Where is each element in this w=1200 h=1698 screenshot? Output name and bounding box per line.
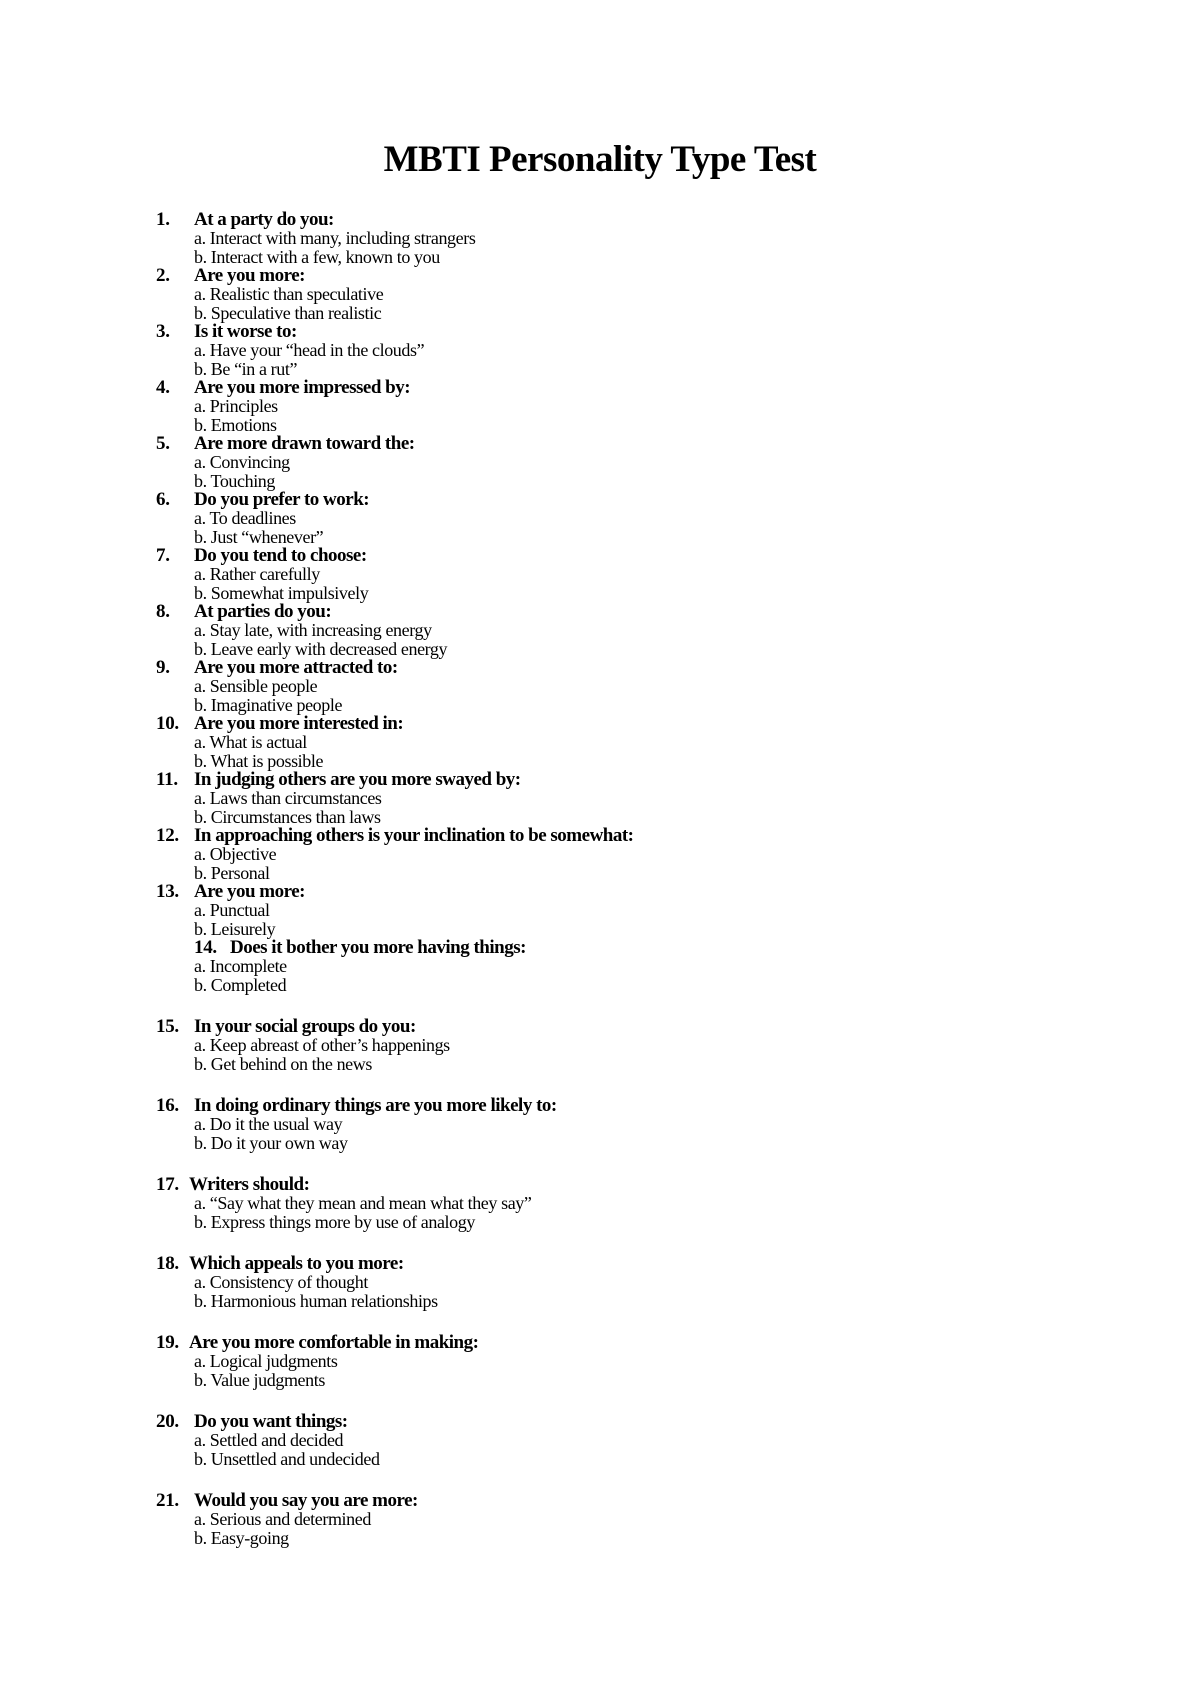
question-number: 9. — [156, 657, 170, 678]
option-a: a. Keep abreast of other’s happenings — [194, 1035, 450, 1055]
question-number: 17. — [156, 1174, 179, 1195]
question-text: Writers should: — [189, 1174, 310, 1195]
question-13 — [0, 882, 1200, 938]
option-a: a. Logical judgments — [194, 1351, 338, 1371]
question-text: Are you more comfortable in making: — [189, 1332, 479, 1353]
question-17 — [0, 1175, 1200, 1231]
option-b: b. Circumstances than laws — [194, 806, 381, 827]
option-a: a. Principles — [194, 396, 278, 416]
option-a: a. Serious and determined — [194, 1509, 371, 1529]
option-b: b. Personal — [194, 862, 270, 883]
question-text: Do you prefer to work: — [194, 489, 370, 510]
option-a: a. Do it the usual way — [194, 1114, 343, 1134]
question-text: In your social groups do you: — [194, 1016, 416, 1037]
option-b: b. Emotions — [194, 414, 277, 435]
option-b: b. Easy-going — [194, 1527, 289, 1548]
option-b: b. Leisurely — [194, 918, 276, 939]
question-number: 4. — [156, 377, 170, 398]
question-text: Is it worse to: — [194, 321, 297, 342]
option-a: a. Convincing — [194, 452, 290, 472]
question-text: At a party do you: — [194, 209, 334, 230]
option-a: a. “Say what they mean and mean what they say” — [194, 1193, 532, 1213]
question-21 — [0, 1491, 1200, 1547]
option-b: b. Harmonious human relationships — [194, 1290, 438, 1311]
option-b: b. Completed — [194, 974, 287, 995]
option-a: a. Settled and decided — [194, 1430, 344, 1450]
option-b: b. Do it your own way — [194, 1132, 348, 1153]
question-text: Does it bother you more having things: — [230, 937, 526, 958]
question-10 — [0, 714, 1200, 770]
option-b: b. What is possible — [194, 750, 324, 771]
question-11 — [0, 770, 1200, 826]
question-number: 18. — [156, 1253, 179, 1274]
question-text: Would you say you are more: — [194, 1490, 418, 1511]
option-a: a. Incomplete — [194, 956, 287, 976]
option-b: b. Touching — [194, 470, 276, 491]
question-7 — [0, 546, 1200, 602]
question-number: 6. — [156, 489, 170, 510]
option-b: b. Leave early with decreased energy — [194, 638, 448, 659]
option-b: b. Just “whenever” — [194, 526, 324, 547]
question-text: In doing ordinary things are you more likely to: — [194, 1095, 557, 1116]
option-a: a. Interact with many, including strangers — [194, 228, 476, 248]
question-number: 20. — [156, 1411, 179, 1432]
option-b: b. Express things more by use of analogy — [194, 1211, 475, 1232]
question-text: Which appeals to you more: — [189, 1253, 404, 1274]
question-text: Do you tend to choose: — [194, 545, 367, 566]
option-a: a. Stay late, with increasing energy — [194, 620, 432, 640]
question-number: 21. — [156, 1490, 179, 1511]
question-5 — [0, 434, 1200, 490]
question-text: Are you more interested in: — [194, 713, 404, 734]
question-text: Are you more: — [194, 881, 305, 902]
question-16 — [0, 1096, 1200, 1152]
question-text: At parties do you: — [194, 601, 332, 622]
question-1 — [0, 210, 1200, 266]
option-b: b. Interact with a few, known to you — [194, 246, 440, 267]
question-text: In judging others are you more swayed by: — [194, 769, 521, 790]
option-b: b. Imaginative people — [194, 694, 343, 715]
question-text: Are you more impressed by: — [194, 377, 411, 398]
question-text: Are more drawn toward the: — [194, 433, 415, 454]
option-a: a. Consistency of thought — [194, 1272, 368, 1292]
question-number: 1. — [156, 209, 170, 230]
option-b: b. Somewhat impulsively — [194, 582, 369, 603]
question-number: 19. — [156, 1332, 179, 1353]
question-3 — [0, 322, 1200, 378]
question-number: 11. — [156, 769, 178, 790]
question-text: In approaching others is your inclination to be somewhat: — [194, 825, 634, 846]
option-b: b. Be “in a rut” — [194, 358, 298, 379]
option-a: a. Punctual — [194, 900, 270, 920]
question-19 — [0, 1333, 1200, 1389]
option-a: a. To deadlines — [194, 508, 296, 528]
option-a: a. Laws than circumstances — [194, 788, 382, 808]
question-number: 8. — [156, 601, 170, 622]
question-8 — [0, 602, 1200, 658]
question-20 — [0, 1412, 1200, 1468]
question-number: 10. — [156, 713, 179, 734]
question-number: 7. — [156, 545, 170, 566]
question-12 — [0, 826, 1200, 882]
question-number: 5. — [156, 433, 170, 454]
question-number: 16. — [156, 1095, 179, 1116]
question-15 — [0, 1017, 1200, 1073]
question-number: 13. — [156, 881, 179, 902]
question-number: 15. — [156, 1016, 179, 1037]
question-4 — [0, 378, 1200, 434]
question-2 — [0, 266, 1200, 322]
question-number: 12. — [156, 825, 179, 846]
option-a: a. Objective — [194, 844, 277, 864]
question-9 — [0, 658, 1200, 714]
question-number: 14. — [194, 937, 217, 958]
question-text: Do you want things: — [194, 1411, 348, 1432]
option-b: b. Unsettled and undecided — [194, 1448, 380, 1469]
question-number: 2. — [156, 265, 170, 286]
question-6 — [0, 490, 1200, 546]
question-18 — [0, 1254, 1200, 1310]
option-b: b. Speculative than realistic — [194, 302, 382, 323]
question-14 — [0, 938, 1200, 994]
option-a: a. Sensible people — [194, 676, 318, 696]
page-title: MBTI Personality Type Test — [383, 139, 817, 180]
option-a: a. Rather carefully — [194, 564, 320, 584]
option-a: a. What is actual — [194, 732, 307, 752]
option-b: b. Get behind on the news — [194, 1053, 372, 1074]
question-number: 3. — [156, 321, 170, 342]
question-text: Are you more: — [194, 265, 305, 286]
option-a: a. Realistic than speculative — [194, 284, 384, 304]
option-b: b. Value judgments — [194, 1369, 325, 1390]
option-a: a. Have your “head in the clouds” — [194, 340, 425, 360]
question-text: Are you more attracted to: — [194, 657, 398, 678]
